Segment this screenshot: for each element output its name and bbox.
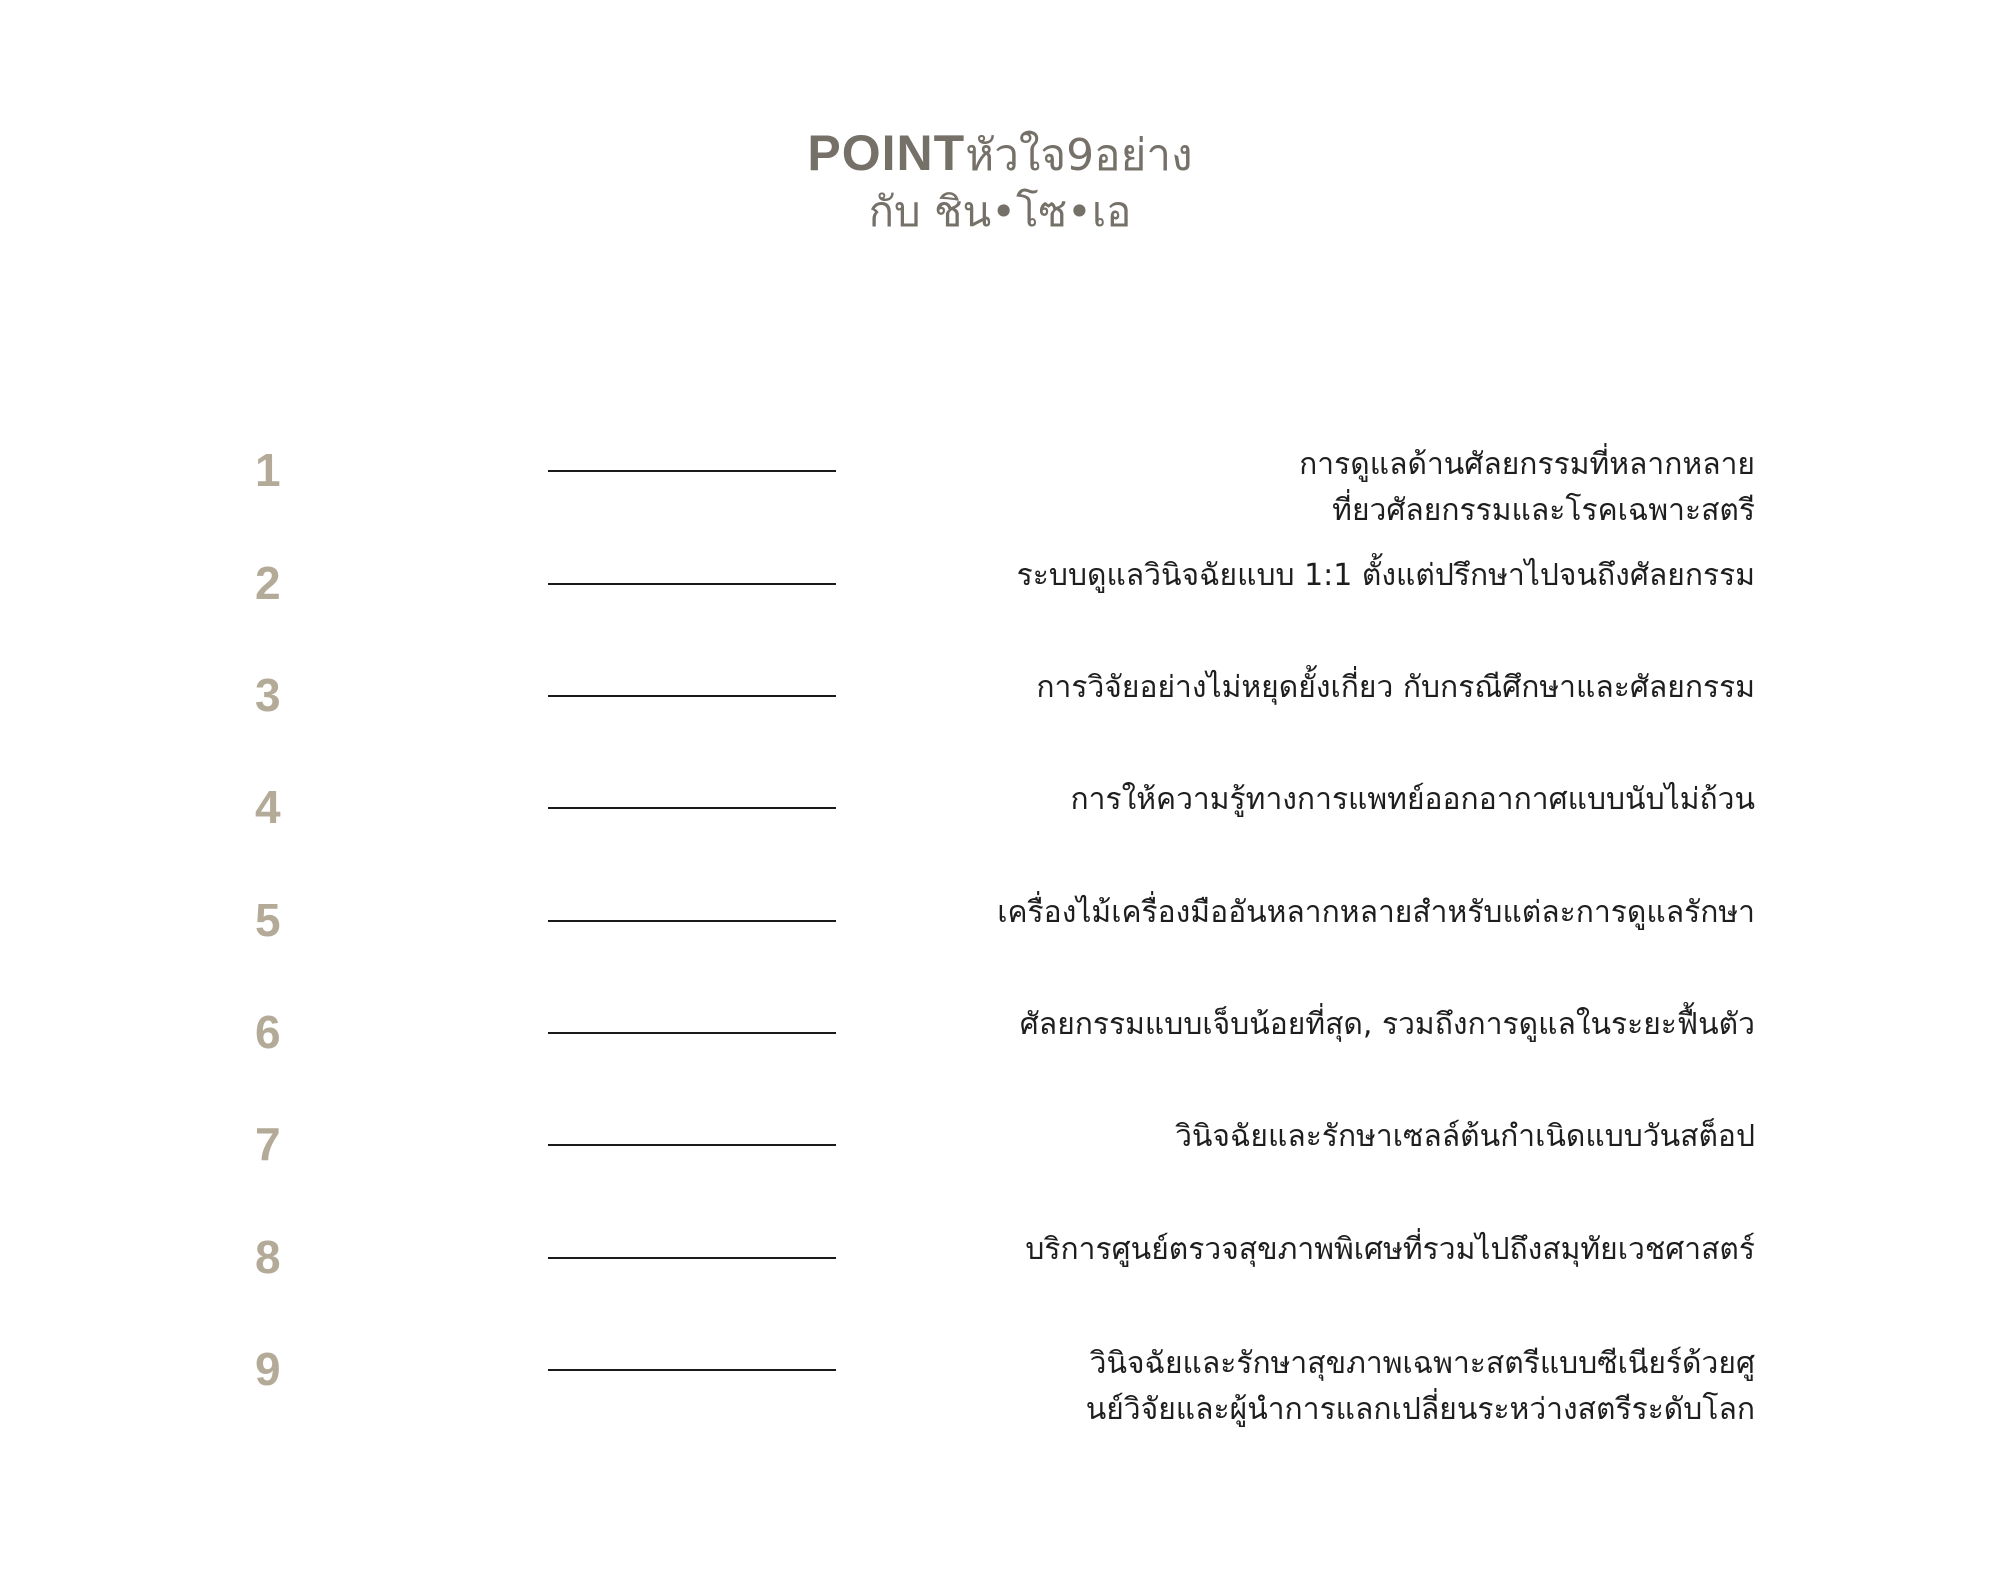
item-description-line: บริการศูนย์ตรวจสุขภาพพิเศษที่รวมไปถึงสมุทัยเวชศาสตร์: [1025, 1232, 1755, 1267]
item-description-line: การดูแลด้านศัลยกรรมที่หลากหลาย: [1299, 447, 1755, 482]
item-description: [1020, 1002, 1755, 1048]
item-description: [1017, 553, 1755, 599]
item-description: [1086, 1341, 1755, 1433]
item-description-line: ที่ยวศัลยกรรมและโรคเฉพาะสตรี: [1332, 493, 1755, 528]
item-description-line: การให้ความรู้ทางการแพทย์ออกอากาศแบบนับไม่ถ้วน: [1070, 782, 1755, 817]
list-item-2: [0, 553, 2000, 665]
item-number: 8: [255, 1231, 281, 1283]
item-number: 1: [255, 444, 281, 496]
page-title: [0, 122, 2000, 187]
item-description: [1299, 442, 1755, 534]
item-description-line: ศัลยกรรมแบบเจ็บน้อยที่สุด, รวมถึงการดูแลในระยะฟื้นตัว: [1019, 1007, 1755, 1042]
divider-line: [548, 1032, 836, 1034]
item-description-line: วินิจฉัยและรักษาเซลล์ต้นกำเนิดแบบวันสต็อป: [1175, 1119, 1755, 1154]
item-description-line: เครื่องไม้เครื่องมืออันหลากหลายสำหรับแต่ละการดูแลรักษา: [997, 895, 1755, 930]
item-description: [1070, 777, 1755, 823]
list-item-1: [0, 440, 2000, 552]
item-description-line: นย์วิจัยและผู้นำการแลกเปลี่ยนระหว่างสตรีระดับโลก: [1085, 1392, 1755, 1427]
divider-line: [548, 1369, 836, 1371]
page-subtitle: กับ ชิน•โซ•เอ: [868, 187, 1132, 236]
item-number: 4: [255, 781, 281, 833]
divider-line: [548, 807, 836, 809]
title-rest: หัวใจ9อย่าง: [965, 130, 1193, 181]
item-description-line: วินิจฉัยและรักษาสุขภาพเฉพาะสตรีแบบซีเนียร์ด้วยศู: [1089, 1346, 1755, 1381]
list-item-7: [0, 1114, 2000, 1226]
item-number: 9: [255, 1343, 281, 1395]
item-description-line: การวิจัยอย่างไม่หยุดยั้งเกี่ยว กับกรณีศึกษาและศัลยกรรม: [1036, 670, 1755, 705]
list-item-6: [0, 1002, 2000, 1114]
item-description: [1175, 1114, 1755, 1160]
item-number: 6: [255, 1006, 281, 1058]
item-description: [997, 890, 1755, 936]
page-title-block: [0, 122, 2000, 237]
item-number: 5: [255, 894, 281, 946]
divider-line: [548, 583, 836, 585]
list-item-5: [0, 890, 2000, 1002]
list-item-9: [0, 1339, 2000, 1451]
divider-line: [548, 470, 836, 472]
divider-line: [548, 1144, 836, 1146]
item-description: [1036, 665, 1755, 711]
item-description: [1025, 1227, 1755, 1273]
divider-line: [548, 695, 836, 697]
list-item-8: [0, 1227, 2000, 1339]
list-item-4: [0, 777, 2000, 889]
title-point: POINT: [807, 125, 966, 181]
item-description-line: ระบบดูแลวินิจฉัยแบบ 1:1 ตั้งแต่ปรึกษาไปจนถึงศัลยกรรม: [1016, 558, 1755, 593]
item-number: 3: [255, 669, 281, 721]
divider-line: [548, 1257, 836, 1259]
item-number: 2: [255, 557, 281, 609]
item-number: 7: [255, 1118, 281, 1170]
list-item-3: [0, 665, 2000, 777]
divider-line: [548, 920, 836, 922]
